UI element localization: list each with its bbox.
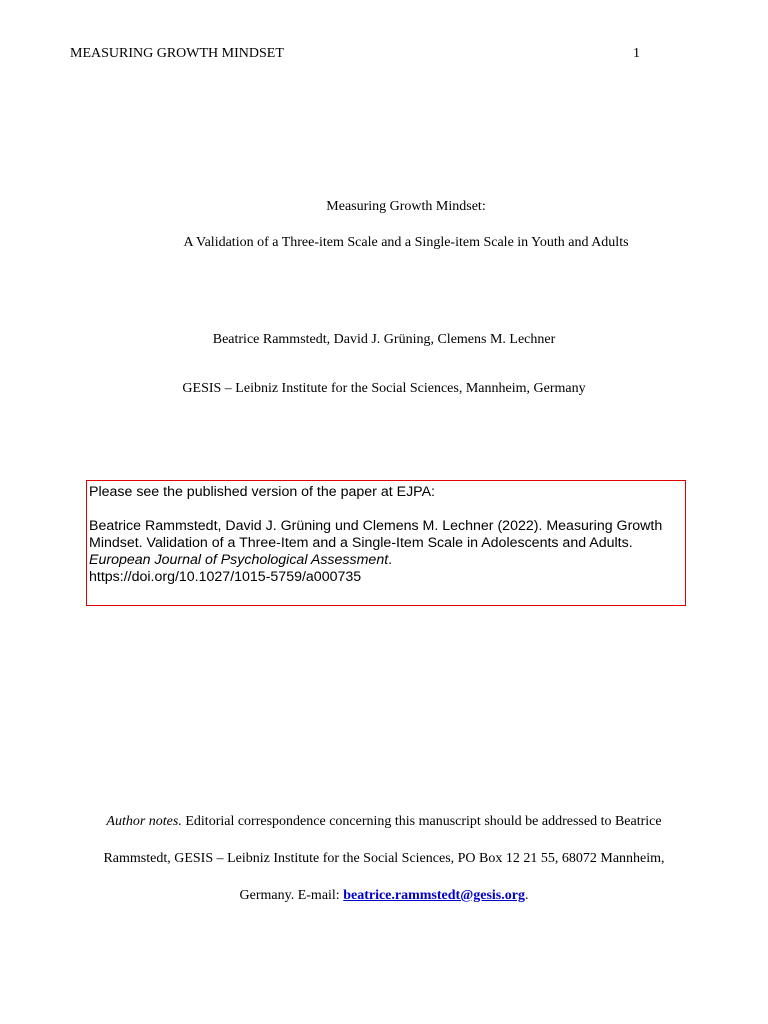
email-link[interactable]: beatrice.rammstedt@gesis.org — [343, 888, 525, 903]
running-head: MEASURING GROWTH MINDSET — [70, 46, 284, 61]
citation-text: Beatrice Rammstedt, David J. Grüning und Clemens M. Lechner (2022). Measuring Growth Mindset. Validation of a Three-Item and a Single-Item Scale in Adolescents and Adults. — [89, 518, 663, 551]
notice-heading: Please see the published version of the paper at EJPA: — [89, 484, 435, 500]
published-version-notice — [86, 480, 686, 606]
author-notes-lead: Author notes. — [106, 814, 182, 829]
author-notes-text-1: Editorial correspondence concerning this manuscript should be addressed to Beatrice — [181, 814, 662, 829]
author-notes-line-2: Rammstedt, GESIS – Leibniz Institute for the Social Sciences, PO Box 12 21 55, 68072 Mannheim, — [103, 851, 665, 866]
author-notes-email-prefix: Germany. E-mail: — [239, 888, 344, 903]
author-notes-line-3 — [0, 877, 768, 914]
affiliation: GESIS – Leibniz Institute for the Social Sciences, Mannheim, Germany — [182, 381, 586, 396]
citation-journal-suffix: . — [388, 552, 393, 568]
author-notes-email-suffix: . — [524, 888, 529, 903]
page-number: 1 — [633, 46, 640, 61]
citation-journal: European Journal of Psychological Assessment — [89, 552, 389, 568]
citation-doi: https://doi.org/10.1027/1015-5759/a000735 — [89, 569, 362, 585]
notice-citation — [89, 518, 683, 586]
author-notes — [0, 803, 768, 914]
paper-subtitle: A Validation of a Three-item Scale and a Single-item Scale in Youth and Adults — [183, 235, 629, 250]
paper-title: Measuring Growth Mindset: — [326, 199, 486, 214]
author-notes-line-1 — [0, 803, 768, 840]
author-list: Beatrice Rammstedt, David J. Grüning, Clemens M. Lechner — [212, 332, 556, 347]
